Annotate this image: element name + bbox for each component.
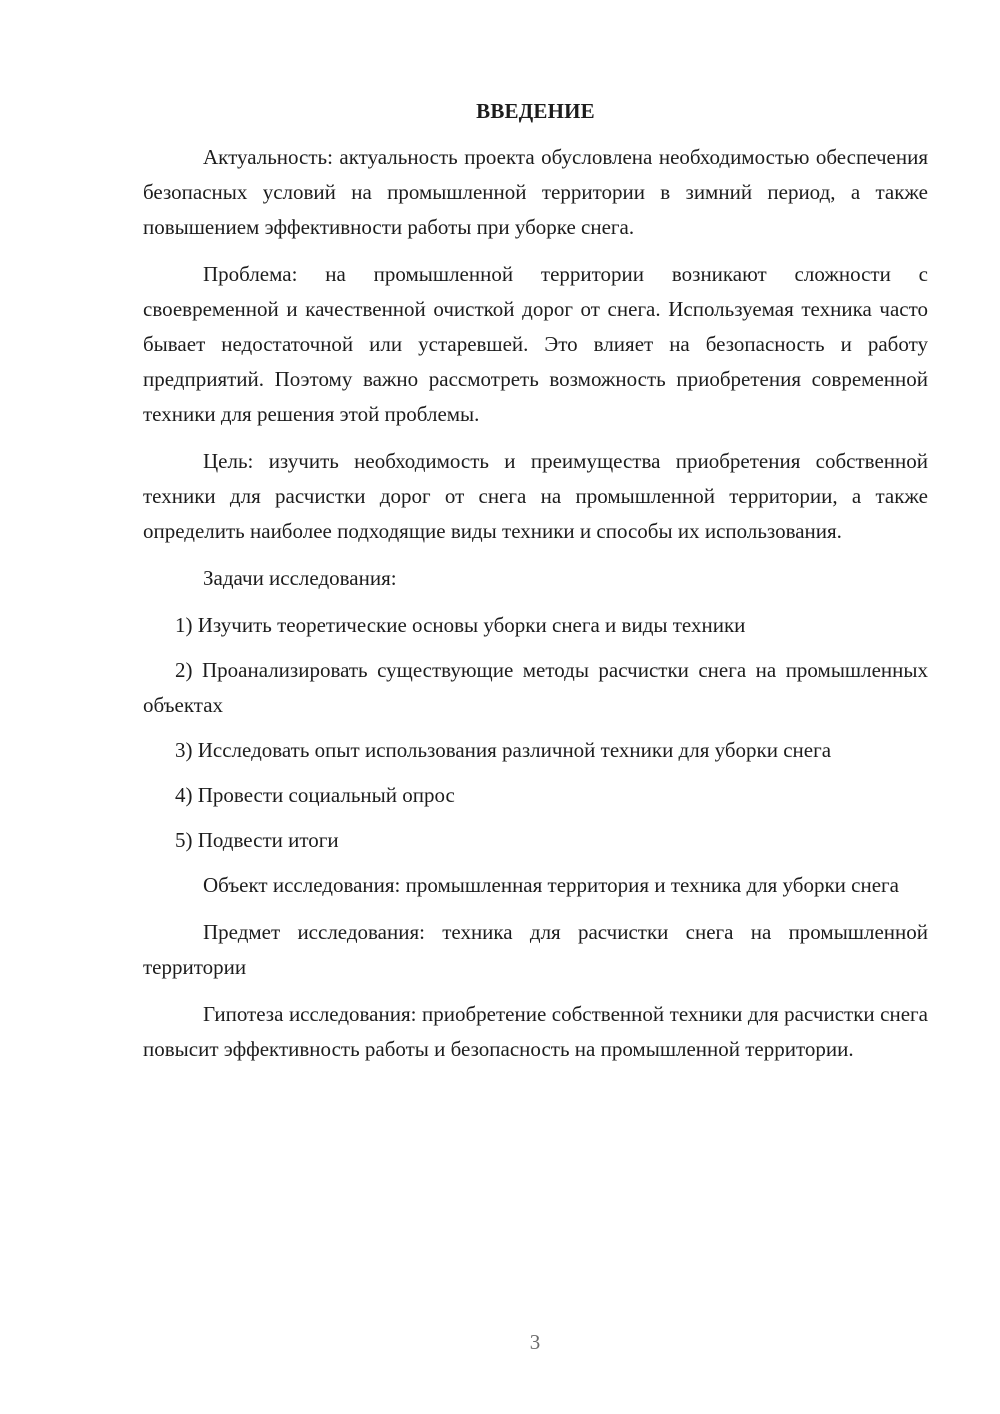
section-title: ВВЕДЕНИЕ xyxy=(476,99,595,123)
paragraph-hypothesis: Гипотеза исследования: приобретение собственной техники для расчистки снега повысит эффективность работы и безопасность на промышленной территории. xyxy=(143,1002,928,1061)
tasks-heading: Задачи исследования: xyxy=(203,566,397,590)
page-content xyxy=(143,96,928,1079)
task-item-4: 4) Провести социальный опрос xyxy=(175,783,455,807)
task-item-1: 1) Изучить теоретические основы уборки снега и виды техники xyxy=(175,613,746,637)
paragraph-goal: Цель: изучить необходимость и преимущества приобретения собственной техники для расчистки дорог от снега на промышленной территории, а также определить наиболее подходящие виды техники и способы их использования. xyxy=(143,449,928,543)
page-number: 3 xyxy=(529,1330,541,1354)
paragraph-object: Объект исследования: промышленная территория и техника для уборки снега xyxy=(203,873,899,897)
task-item-2: 2) Проанализировать существующие методы расчистки снега на промышленных объектах xyxy=(143,658,928,717)
paragraph-relevance: Актуальность: актуальность проекта обусловлена необходимостью обеспечения безопасных условий на промышленной территории в зимний период, а также повышением эффективности работы при уборке снега. xyxy=(143,145,928,239)
paragraph-subject: Предмет исследования: техника для расчистки снега на промышленной территории xyxy=(143,920,928,979)
task-item-3: 3) Исследовать опыт использования различной техники для уборки снега xyxy=(175,738,832,762)
paragraph-problem: Проблема: на промышленной территории возникают сложности с своевременной и качественной очисткой дорог от снега. Используемая техника часто бывает недостаточной или устаревшей. Это влияет на безопасность и работу предприятий. Поэтому важно рассмотреть возможность приобретения современной техники для решения этой проблемы. xyxy=(143,262,928,426)
task-item-5: 5) Подвести итоги xyxy=(175,828,339,852)
